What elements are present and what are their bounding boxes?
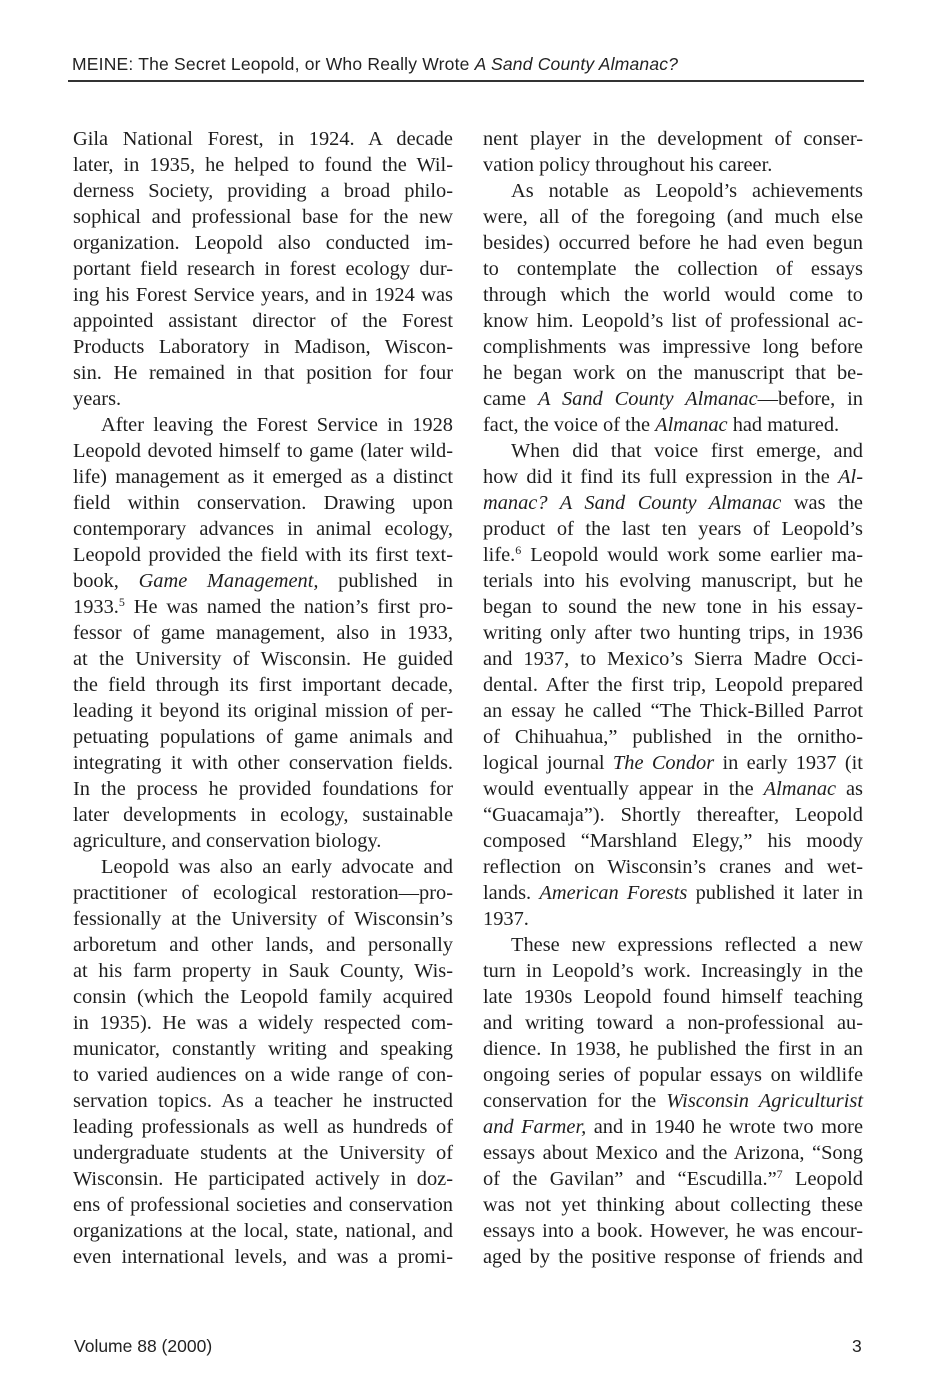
italic-title: Wisconsin Agriculturist bbox=[666, 1090, 863, 1112]
text-line bbox=[73, 724, 453, 750]
footer-volume: Volume 88 (2000) bbox=[74, 1336, 213, 1356]
text-line bbox=[483, 1062, 863, 1088]
line-text: 1933. bbox=[73, 596, 119, 618]
line-text: petuating populations of game animals and bbox=[73, 726, 453, 748]
line-text: as bbox=[836, 778, 863, 800]
text-line bbox=[483, 1218, 863, 1244]
line-text: fessor of game management, also in 1933, bbox=[73, 622, 453, 644]
line-text: Leopold provided the field with its first text- bbox=[73, 544, 453, 566]
line-text: organization. Leopold also conducted im- bbox=[73, 232, 453, 254]
text-line bbox=[73, 1114, 453, 1140]
text-line bbox=[483, 802, 863, 828]
line-text: through which the world would come to bbox=[483, 284, 863, 306]
text-line bbox=[483, 516, 863, 542]
text-line bbox=[483, 412, 863, 438]
line-text: in early 1937 (it bbox=[714, 752, 863, 774]
line-text: servation topics. As a teacher he instructed bbox=[73, 1090, 453, 1112]
text-line bbox=[73, 464, 453, 490]
text-line bbox=[73, 204, 453, 230]
line-text: book, bbox=[73, 570, 139, 592]
text-line bbox=[73, 542, 453, 568]
text-line bbox=[483, 568, 863, 594]
line-text: conservation for the bbox=[483, 1090, 667, 1112]
line-text: ing his Forest Service years, and in 1924 was bbox=[73, 284, 453, 306]
text-line bbox=[73, 750, 453, 776]
footnote-ref: 7 bbox=[776, 1167, 783, 1181]
line-text: were, all of the foregoing (and much else bbox=[483, 206, 863, 228]
text-line bbox=[73, 1166, 453, 1192]
line-text: Products Laboratory in Madison, Wiscon- bbox=[73, 336, 453, 358]
text-line bbox=[483, 204, 863, 230]
text-line bbox=[483, 282, 863, 308]
text-line bbox=[483, 854, 863, 880]
text-line bbox=[483, 256, 863, 282]
footnote-ref: 6 bbox=[515, 543, 522, 557]
line-text: in 1935). He was a widely respected com- bbox=[73, 1012, 453, 1034]
italic-title: Game Management, bbox=[138, 570, 319, 592]
line-text: Leopold was also an early advocate and bbox=[101, 856, 453, 878]
text-line bbox=[483, 672, 863, 698]
text-line bbox=[483, 230, 863, 256]
text-line bbox=[483, 724, 863, 750]
line-text: Gila National Forest, in 1924. A decade bbox=[73, 128, 453, 150]
text-line bbox=[73, 516, 453, 542]
line-text: Wisconsin. He participated actively in doz- bbox=[73, 1168, 453, 1190]
line-text: turn in Leopold’s work. Increasingly in the bbox=[483, 960, 863, 982]
right-column bbox=[483, 126, 863, 1270]
line-text: integrating it with other conservation fields. bbox=[73, 752, 453, 774]
text-line bbox=[483, 958, 863, 984]
line-text: how did it find its full expression in the bbox=[483, 466, 839, 488]
text-line bbox=[73, 932, 453, 958]
text-line bbox=[483, 334, 863, 360]
text-line bbox=[73, 1036, 453, 1062]
text-line bbox=[483, 1010, 863, 1036]
line-text: at his farm property in Sauk County, Wis- bbox=[73, 960, 453, 982]
text-line bbox=[73, 646, 453, 672]
line-text: at the University of Wisconsin. He guided bbox=[73, 648, 453, 670]
line-text: published in bbox=[318, 570, 453, 592]
running-head-book-title: A Sand County Almanac? bbox=[474, 54, 679, 74]
text-line bbox=[483, 750, 863, 776]
line-text: field within conservation. Drawing upon bbox=[73, 492, 453, 514]
text-line bbox=[483, 828, 863, 854]
line-text: fessionally at the University of Wisconsin’s bbox=[73, 908, 453, 930]
text-line bbox=[73, 698, 453, 724]
line-text: Leopold devoted himself to game (later wild- bbox=[73, 440, 453, 462]
text-line bbox=[73, 308, 453, 334]
line-text: aged by the positive response of friends and bbox=[483, 1246, 863, 1268]
line-text: late 1930s Leopold found himself teaching bbox=[483, 986, 863, 1008]
italic-title: manac? A Sand County Almanac bbox=[483, 492, 782, 514]
line-text: of the Gavilan” and “Escudilla.” bbox=[483, 1168, 777, 1190]
line-text: “Guacamaja”). Shortly thereafter, Leopold bbox=[483, 804, 863, 826]
italic-title: and Farmer, bbox=[483, 1116, 587, 1138]
line-text: life. bbox=[483, 544, 516, 566]
line-text: practitioner of ecological restoration—pro- bbox=[73, 882, 453, 904]
text-line bbox=[73, 854, 453, 880]
line-text: nent player in the development of conser- bbox=[483, 128, 863, 150]
line-text: lands. bbox=[483, 882, 540, 904]
line-text: fact, the voice of the bbox=[483, 414, 656, 436]
text-line bbox=[483, 620, 863, 646]
line-text: As notable as Leopold’s achievements bbox=[511, 180, 863, 202]
running-head bbox=[72, 54, 866, 75]
text-line bbox=[483, 464, 863, 490]
line-text: besides) occurred before he had even begun bbox=[483, 232, 863, 254]
line-text: undergraduate students at the University of bbox=[73, 1142, 453, 1164]
text-line bbox=[483, 906, 863, 932]
line-text: essays about Mexico and the Arizona, “Song bbox=[483, 1142, 863, 1164]
text-line bbox=[73, 958, 453, 984]
line-text: Leopold bbox=[782, 1168, 863, 1190]
line-text: life) management as it emerged as a distinct bbox=[73, 466, 453, 488]
line-text: composed “Marshland Elegy,” his moody bbox=[483, 830, 863, 852]
line-text: years. bbox=[73, 388, 122, 410]
line-text: sophical and professional base for the new bbox=[73, 206, 453, 228]
line-text: —before, in bbox=[757, 388, 863, 410]
text-line bbox=[73, 1192, 453, 1218]
text-line bbox=[73, 282, 453, 308]
text-line bbox=[73, 1140, 453, 1166]
line-text: of Chihuahua,” published in the ornitho- bbox=[483, 726, 863, 748]
text-line bbox=[73, 334, 453, 360]
italic-title: A Sand County Almanac bbox=[537, 388, 758, 410]
italic-title: Al- bbox=[838, 466, 863, 488]
line-text: product of the last ten years of Leopold’s bbox=[483, 518, 863, 540]
text-line bbox=[73, 984, 453, 1010]
text-line bbox=[73, 568, 453, 594]
text-line bbox=[483, 594, 863, 620]
line-text: reflection on Wisconsin’s cranes and wet- bbox=[483, 856, 863, 878]
line-text: came bbox=[483, 388, 538, 410]
text-line bbox=[73, 256, 453, 282]
line-text: logical journal bbox=[483, 752, 613, 774]
page-number: 3 bbox=[852, 1336, 862, 1356]
text-line bbox=[483, 308, 863, 334]
line-text: to varied audiences on a wide range of con- bbox=[73, 1064, 453, 1086]
text-line bbox=[73, 1010, 453, 1036]
line-text: later developments in ecology, sustainable bbox=[73, 804, 453, 826]
line-text: vation policy throughout his career. bbox=[483, 154, 773, 176]
line-text: dental. After the first trip, Leopold prepared bbox=[483, 674, 863, 696]
text-line bbox=[483, 880, 863, 906]
text-line bbox=[483, 386, 863, 412]
line-text: consin (which the Leopold family acquired bbox=[73, 986, 453, 1008]
line-text: dience. In 1938, he published the first in an bbox=[483, 1038, 863, 1060]
line-text: These new expressions reflected a new bbox=[511, 934, 863, 956]
line-text: he began work on the manuscript that be- bbox=[483, 362, 863, 384]
text-line bbox=[483, 126, 863, 152]
line-text: contemporary advances in animal ecology, bbox=[73, 518, 453, 540]
text-line bbox=[483, 698, 863, 724]
line-text: was the bbox=[781, 492, 863, 514]
line-text: terials into his evolving manuscript, but he bbox=[483, 570, 863, 592]
text-line bbox=[73, 490, 453, 516]
line-text: to contemplate the collection of essays bbox=[483, 258, 863, 280]
line-text: had matured. bbox=[727, 414, 840, 436]
line-text: municator, constantly writing and speaking bbox=[73, 1038, 453, 1060]
footnote-ref: 5 bbox=[118, 595, 125, 609]
text-line bbox=[73, 802, 453, 828]
text-line bbox=[483, 490, 863, 516]
line-text: When did that voice first emerge, and bbox=[511, 440, 863, 462]
text-line bbox=[483, 178, 863, 204]
text-line bbox=[73, 126, 453, 152]
text-line bbox=[483, 776, 863, 802]
text-line bbox=[73, 594, 453, 620]
text-line bbox=[483, 1244, 863, 1270]
text-line bbox=[483, 438, 863, 464]
text-line bbox=[73, 412, 453, 438]
running-head-text: MEINE: The Secret Leopold, or Who Really Wrote bbox=[72, 54, 475, 74]
line-text: was not yet thinking about collecting these bbox=[483, 1194, 863, 1216]
italic-title: Almanac bbox=[655, 414, 728, 436]
line-text: writing only after two hunting trips, in 1936 bbox=[483, 622, 863, 644]
text-line bbox=[73, 360, 453, 386]
line-text: and 1937, to Mexico’s Sierra Madre Occi- bbox=[483, 648, 863, 670]
line-text: agriculture, and conservation biology. bbox=[73, 830, 382, 852]
text-line bbox=[73, 620, 453, 646]
line-text: portant field research in forest ecology dur- bbox=[73, 258, 453, 280]
text-line bbox=[73, 906, 453, 932]
text-line bbox=[73, 1088, 453, 1114]
text-line bbox=[73, 672, 453, 698]
text-line bbox=[483, 1192, 863, 1218]
line-text: complishments was impressive long before bbox=[483, 336, 863, 358]
text-line bbox=[73, 880, 453, 906]
line-text: began to sound the new tone in his essay- bbox=[483, 596, 863, 618]
header-rule bbox=[68, 80, 864, 82]
line-text: Leopold would work some earlier ma- bbox=[521, 544, 863, 566]
text-line bbox=[483, 360, 863, 386]
text-line bbox=[73, 178, 453, 204]
italic-title: American Forests bbox=[539, 882, 688, 904]
line-text: appointed assistant director of the Forest bbox=[73, 310, 453, 332]
line-text: 1937. bbox=[483, 908, 529, 930]
italic-title: Almanac bbox=[763, 778, 837, 800]
line-text: In the process he provided foundations for bbox=[73, 778, 453, 800]
text-line bbox=[483, 152, 863, 178]
text-line bbox=[73, 776, 453, 802]
text-line bbox=[73, 1062, 453, 1088]
line-text: an essay he called “The Thick-Billed Parrot bbox=[483, 700, 863, 722]
text-line bbox=[73, 1244, 453, 1270]
line-text: leading it beyond its original mission of per- bbox=[73, 700, 453, 722]
line-text: would eventually appear in the bbox=[483, 778, 764, 800]
text-line bbox=[483, 984, 863, 1010]
text-line bbox=[483, 1088, 863, 1114]
text-line bbox=[483, 1166, 863, 1192]
text-line bbox=[483, 646, 863, 672]
line-text: published it later in bbox=[687, 882, 863, 904]
line-text: After leaving the Forest Service in 1928 bbox=[101, 414, 453, 436]
line-text: sin. He remained in that position for four bbox=[73, 362, 453, 384]
text-line bbox=[483, 1036, 863, 1062]
text-line bbox=[483, 1114, 863, 1140]
left-column bbox=[73, 126, 453, 1270]
line-text: the field through its first important decade, bbox=[73, 674, 453, 696]
text-line bbox=[73, 230, 453, 256]
line-text: derness Society, providing a broad philo- bbox=[73, 180, 453, 202]
line-text: and writing toward a non-professional au- bbox=[483, 1012, 863, 1034]
line-text: later, in 1935, he helped to found the Wil- bbox=[73, 154, 453, 176]
text-line bbox=[73, 1218, 453, 1244]
line-text: and in 1940 he wrote two more bbox=[586, 1116, 863, 1138]
italic-title: The Condor bbox=[612, 752, 715, 774]
text-line bbox=[483, 1140, 863, 1166]
text-line bbox=[73, 386, 453, 412]
text-line bbox=[483, 542, 863, 568]
text-line bbox=[73, 828, 453, 854]
line-text: organizations at the local, state, national, and bbox=[73, 1220, 453, 1242]
text-line bbox=[483, 932, 863, 958]
line-text: ens of professional societies and conservation bbox=[73, 1194, 453, 1216]
text-line bbox=[73, 438, 453, 464]
line-text: know him. Leopold’s list of professional ac- bbox=[483, 310, 863, 332]
line-text: essays into a book. However, he was encour- bbox=[483, 1220, 863, 1242]
line-text: arboretum and other lands, and personally bbox=[73, 934, 453, 956]
line-text: even international levels, and was a promi- bbox=[73, 1246, 453, 1268]
line-text: ongoing series of popular essays on wildlife bbox=[483, 1064, 863, 1086]
text-line bbox=[73, 152, 453, 178]
line-text: He was named the nation’s first pro- bbox=[124, 596, 453, 618]
line-text: leading professionals as well as hundreds of bbox=[73, 1116, 453, 1138]
